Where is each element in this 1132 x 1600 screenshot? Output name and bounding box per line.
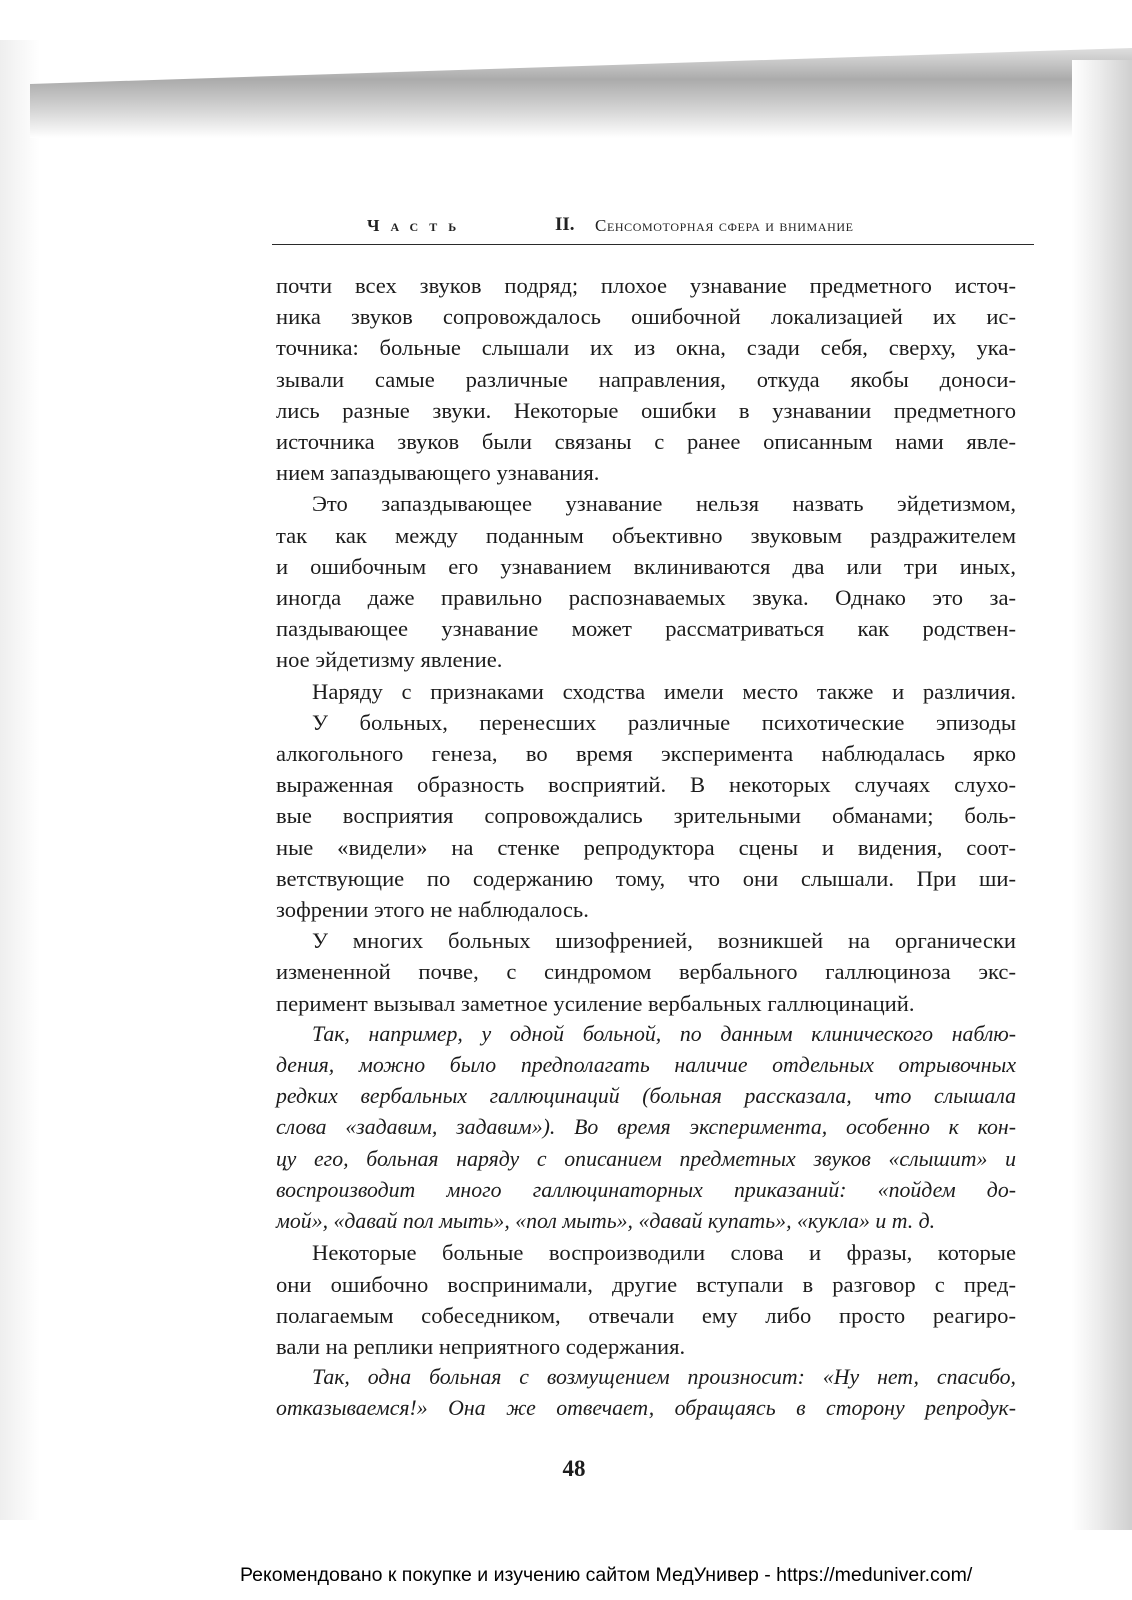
text-line: Это запаздывающее узнавание нельзя назвать эйдетизмом, xyxy=(312,491,1016,517)
text-line: Наряду с признаками сходства имели место также и различия. xyxy=(312,678,1016,704)
text-line: и ошибочным его узнаванием вклиниваются два или три иных, xyxy=(276,553,1016,579)
text-line: цу его, больная наряду с описанием предметных звуков «слышит» и xyxy=(276,1146,1016,1171)
text-line: Так, одна больная с возмущением произносит: «Ну нет, спасибо, xyxy=(312,1365,1016,1390)
paragraph xyxy=(276,925,1016,1019)
text-line: выраженная образность восприятий. В некоторых случаях слухо- xyxy=(276,772,1016,798)
running-header xyxy=(272,214,1034,245)
text-line: точника: больные слышали их из окна, сзади себя, сверху, ука- xyxy=(276,335,1016,361)
text-line: полагаемым собеседником, отвечали ему либо просто реагиро- xyxy=(276,1302,1016,1328)
text-line: отказываемся!» Она же отвечает, обращаясь в сторону репродук- xyxy=(276,1396,1016,1421)
text-line: лись разные звуки. Некоторые ошибки в узнавании предметного xyxy=(276,397,1016,423)
text-line: дения, можно было предполагать наличие отдельных отрывочных xyxy=(276,1053,1016,1078)
text-line: нием запаздывающего узнавания. xyxy=(276,460,600,486)
text-line: У больных, перенесших различные психотические эпизоды xyxy=(312,709,1016,735)
text-line: так как между поданным объективно звуковым раздражителем xyxy=(276,522,1016,548)
text-line: вали на реплики неприятного содержания. xyxy=(276,1333,686,1359)
text-line: почти всех звуков подряд; плохое узнавание предметного источ- xyxy=(276,273,1016,298)
paragraph xyxy=(276,488,1016,675)
italic-example-paragraph xyxy=(276,1362,1016,1424)
paragraph xyxy=(276,676,1016,707)
text-line: редких вербальных галлюцинаций (больная рассказала, что слышала xyxy=(276,1084,1016,1109)
text-line: зывали самые различные направления, откуда якобы доноси- xyxy=(276,366,1016,392)
text-line: источника звуков были связаны с ранее описанным нами явле- xyxy=(276,429,1016,455)
text-line: ное эйдетизму явление. xyxy=(276,647,503,673)
page-edge-shadow-right xyxy=(1072,60,1132,1530)
body-text xyxy=(276,270,1016,1425)
text-line: ветствующие по содержанию тому, что они слышали. При ши- xyxy=(276,865,1016,891)
text-line: Некоторые больные воспроизводили слова и фразы, которые xyxy=(312,1240,1016,1266)
text-line: паздывающее узнавание может рассматриваться как родствен- xyxy=(276,616,1016,642)
text-line: алкогольного генеза, во время эксперимента наблюдалась ярко xyxy=(276,741,1016,767)
text-line: зофрении этого не наблюдалось. xyxy=(276,897,589,923)
text-line: измененной почве, с синдромом вербального галлюциноза экс- xyxy=(276,959,1016,985)
text-line: Так, например, у одной больной, по данным клинического наблю- xyxy=(312,1021,1016,1046)
text-line: слова «задавим, задавим»). Во время эксперимента, особенно к кон- xyxy=(276,1115,1016,1140)
header-part-label: Часть xyxy=(367,216,468,235)
italic-example-paragraph xyxy=(276,1019,1016,1237)
text-line: мой», «давай пол мыть», «пол мыть», «давай купать», «кукла» и т. д. xyxy=(276,1209,936,1234)
text-line: иногда даже правильно распознаваемых звука. Однако это за- xyxy=(276,585,1016,611)
text-line: перимент вызывал заметное усиление вербальных галлюцинаций. xyxy=(276,990,915,1016)
header-part-number: II. xyxy=(555,214,575,235)
footer-recommendation-link[interactable]: Рекомендовано к покупке и изучению сайтом МедУнивер - https://meduniver.com/ xyxy=(240,1564,973,1586)
text-line: они ошибочно воспринимали, другие вступали в разговор с пред- xyxy=(276,1271,1016,1297)
paragraph xyxy=(276,707,1016,925)
text-line: ные «видели» на стенке репродуктора сцены и видения, соот- xyxy=(276,834,1016,860)
text-line: вые восприятия сопровождались зрительными обманами; боль- xyxy=(276,803,1016,829)
paragraph xyxy=(276,270,1016,488)
page-edge-shadow-top xyxy=(30,48,1132,138)
header-section-title: Сенсомоторная сфера и внимание xyxy=(595,216,854,235)
text-line: воспроизводит много галлюцинаторных приказаний: «пойдем до- xyxy=(276,1177,1016,1202)
text-line: ника звуков сопровождалось ошибочной локализацией их ис- xyxy=(276,304,1016,330)
page-number: 48 xyxy=(562,1456,586,1481)
paragraph xyxy=(276,1237,1016,1362)
text-line: У многих больных шизофренией, возникшей на органически xyxy=(312,928,1016,954)
page-edge-shadow-left xyxy=(0,40,40,1520)
